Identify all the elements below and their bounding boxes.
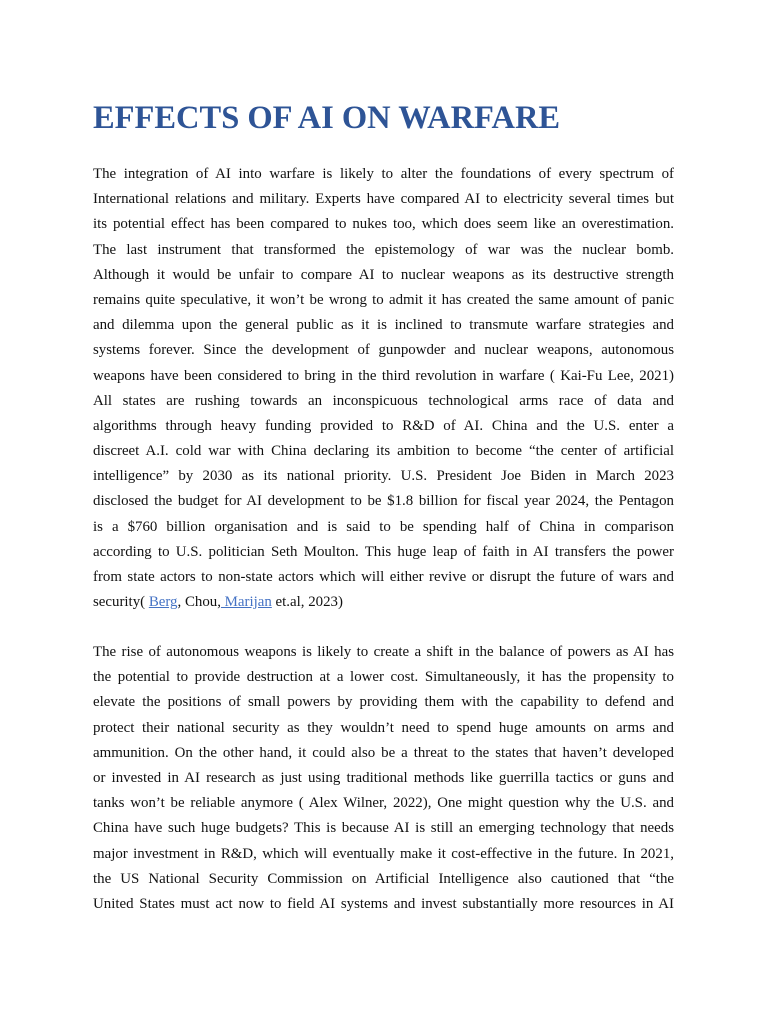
paragraph-line: the potential to provide destruction at a lower cost. Simultaneously, it has the propensity to — [93, 669, 674, 686]
paragraph-line: The integration of AI into warfare is likely to alter the foundations of every spectrum of — [93, 166, 674, 182]
paragraph-line: ammunition. On the other hand, it could also be a threat to the states that haven’t developed — [93, 744, 674, 761]
paragraph-line: The rise of autonomous weapons is likely to create a shift in the balance of powers as AI has — [93, 644, 674, 660]
paragraph-line: weapons have been considered to bring in the third revolution in warfare ( Kai-Fu Lee, 2021) — [93, 367, 674, 384]
citation-line — [93, 590, 674, 615]
paragraph-2 — [93, 640, 674, 917]
citation-separator: , Chou, — [177, 594, 221, 611]
paragraph-line: systems forever. Since the development of gunpowder and nuclear weapons, autonomous — [93, 342, 674, 359]
paragraph-line: disclosed the budget for AI development to be $1.8 billion for fiscal year 2024, the Pentagon — [93, 493, 674, 510]
paragraph-line: All states are rushing towards an inconspicuous technological arms race of data and — [93, 392, 674, 409]
paragraph-line: its potential effect has been compared to nukes too, which does seem like an overestimation. — [93, 216, 674, 233]
citation-link-berg[interactable]: Berg — [148, 594, 178, 611]
paragraph-line: China have such huge budgets? This is because AI is still an emerging technology that needs — [93, 820, 674, 837]
paragraph-line: remains quite speculative, it won’t be wrong to admit it has created the same amount of panic — [93, 291, 674, 308]
paragraph-1 — [93, 162, 674, 615]
paragraph-line: International relations and military. Experts have compared AI to electricity several times but — [93, 191, 674, 208]
paragraph-line: according to U.S. politician Seth Moulton. This huge leap of faith in AI transfers the power — [93, 543, 674, 560]
paragraph-line: discreet A.I. cold war with China declaring its ambition to become “the center of artificial — [93, 443, 674, 460]
paragraph-line: The last instrument that transformed the epistemology of war was the nuclear bomb. — [93, 241, 674, 258]
paragraph-line: and dilemma upon the general public as it is inclined to transmute warfare strategies and — [93, 317, 674, 334]
paragraph-line: United States must act now to field AI systems and invest substantially more resources in AI — [93, 895, 674, 912]
paragraph-line: elevate the positions of small powers by providing them with the capability to defend and — [93, 694, 674, 711]
paragraph-line: algorithms through heavy funding provided to R&D of AI. China and the U.S. enter a — [93, 417, 674, 434]
paragraph-line: Although it would be unfair to compare AI to nuclear weapons as its destructive strength — [93, 266, 674, 283]
paragraph-line: the US National Security Commission on Artificial Intelligence also cautioned that “the — [93, 870, 674, 887]
paragraph-line: from state actors to non-state actors which will either revive or disrupt the future of wars and — [93, 569, 674, 585]
paragraph-line: intelligence” by 2030 as its national priority. U.S. President Joe Biden in March 2023 — [93, 468, 674, 485]
citation-prefix: security( — [93, 594, 149, 611]
paragraph-line: tanks won’t be reliable anymore ( Alex Wilner, 2022), One might question why the U.S. and — [93, 795, 674, 812]
paragraph-line: major investment in R&D, which will eventually make it cost-effective in the future. In 2021, — [93, 845, 674, 862]
document-title: EFFECTS OF AI ON WARFARE — [93, 100, 561, 136]
citation-suffix: et.al, 2023) — [271, 594, 343, 611]
paragraph-line: is a $760 billion organisation and is said to be spending half of China in comparison — [93, 518, 674, 535]
citation-link-marijan[interactable]: Marijan — [220, 594, 272, 611]
paragraph-line: or invested in AI research as just using traditional methods like guerrilla tactics or guns and — [93, 769, 674, 786]
paragraph-line: protect their national security as they wouldn’t need to spend huge amounts on arms and — [93, 719, 674, 736]
